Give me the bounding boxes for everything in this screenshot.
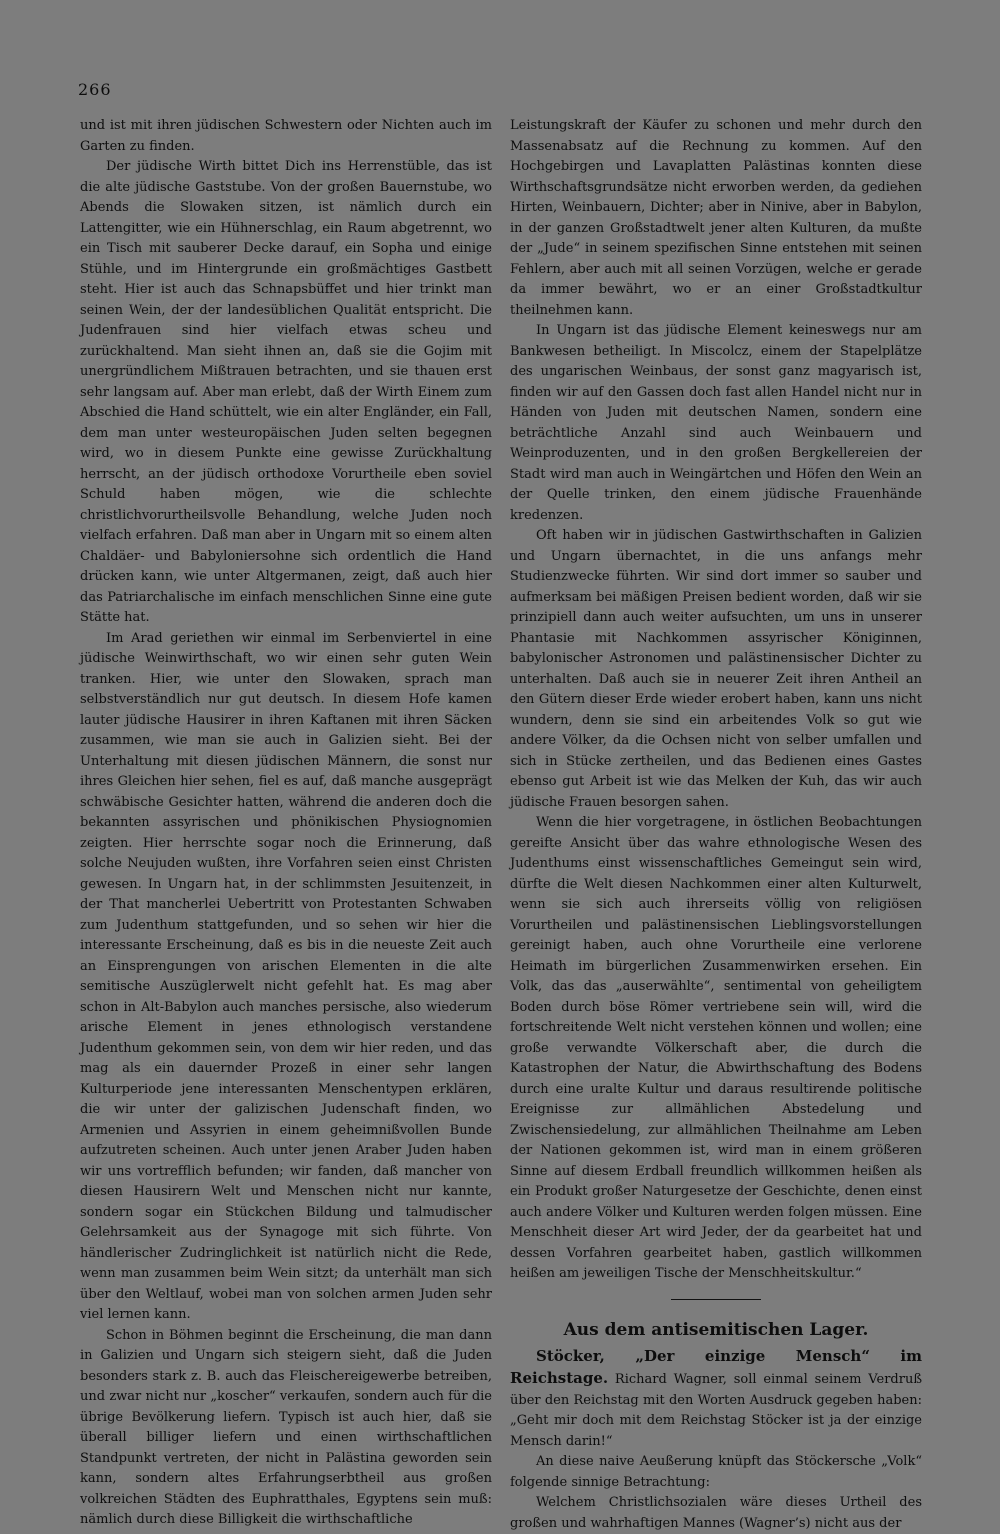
paragraph: und ist mit ihren jüdischen Schwestern oder Nichten auch im Garten zu finden. — [80, 118, 492, 154]
paragraph: Oft haben wir in jüdischen Gastwirthschaften in Galizien und Ungarn übernachtet, in die uns anfangs mehr Studienzwecke führten. Wir sind dort immer so sauber und aufmerksam bei mäßigen Preisen bedient worden, daß wir sie prinzipiell dann auch weiter aufsuchten, um uns in unserer Phantasie mit Nachkommen assyrischer Königinnen, babylonischer Astronomen und palästinensischer Dichter zu unterhalten. Daß auch sie in neuerer Zeit ihren Antheil an den Gütern dieser Erde wieder erobert haben, kann uns nicht wundern, denn sie sind ein arbeitendes Volk so gut wie andere Völker, da die Ochsen nicht von selber umfallen und sich in Stücke zertheilen, und das Bedienen eines Gastes ebenso gut Arbeit ist wie das Melken der Kuh, das wir auch jüdische Frauen besorgen sahen. — [510, 528, 922, 810]
paragraph: Der jüdische Wirth bittet Dich ins Herrenstüble, das ist die alte jüdische Gaststube. Von der großen Bauernstube, wo Abends die Slowaken sitzen, ist nämlich durch ein Lattengitter, wie ein Hühnerschlag, ein Raum abgetrennt, wo ein Tisch mit sauberer Decke darauf, ein Sopha und einige Stühle, und im Hintergrunde ein großmächtiges Gastbett steht. Hier ist auch das Schnapsbüffet und hier trinkt man seinen Wein, der der landesüblichen Qualität entspricht. Die Judenfrauen sind hier vielfach etwas scheu und zurückhaltend. Man sieht ihnen an, daß sie die Gojim mit unergründlichem Mißtrauen betrachten, und sie thauen erst sehr langsam auf. Aber man erlebt, daß der Wirth Einem zum Abschied die Hand schüttelt, wie ein alter Engländer, ein Fall, dem man unter westeuropäischen Juden selten begegnen wird, wo in diesem Punkte eine gewisse Zurückhaltung herrscht, an der jüdisch orthodoxe Vorurtheile eben soviel Schuld haben mögen, wie die schlechte christlichvorurtheilsvolle Behandlung, welche Juden noch vielfach erfahren. Daß man aber in Ungarn mit so einem alten Chaldäer- und Babyloniersohne sich ordentlich die Hand drücken kann, wie unter Altgermanen, zeigt, daß auch hier das Patriarchalische im einfach menschlichen Sinne eine gute Stätte hat. — [80, 159, 492, 625]
right-column — [510, 116, 922, 1534]
paragraph: Schon in Böhmen beginnt die Erscheinung, die man dann in Galizien und Ungarn sich steigern sieht, daß die Juden besonders stark z. B. auch das Fleischereigewerbe betreiben, und zwar nicht nur „koscher“ verkaufen, sondern auch für die übrige Bevölkerung liefern. Typisch ist auch hier, daß sie überall billiger liefern und einen wirthschaftlichen Standpunkt vertreten, der nicht in Palästina geworden sein kann, sondern altes Erfahrungserbtheil aus großen volkreichen Städten des Euphratthales, Egyptens sein muß: nämlich durch diese Billigkeit die wirthschaftliche — [80, 1327, 492, 1527]
section-heading: Aus dem antisemitischen Lager. — [563, 1319, 869, 1340]
paragraph: In Ungarn ist das jüdische Element keineswegs nur am Bankwesen betheiligt. In Miscolcz, einem der Stapelplätze des ungarischen Weinbaus, der sonst ganz magyarisch ist, finden wir auf den Gassen doch fast allen Handel nicht nur in Händen von Juden mit deutschen Namen, sondern eine beträchtliche Anzahl sind auch Weinbauern und Weinproduzenten, und in den großen Bergkellereien der Stadt wird man auch in Weingärtchen und Höfen den Wein an der Quelle trinken, den einem jüdische Frauenhände kredenzen. — [510, 323, 922, 523]
left-column — [80, 116, 492, 1531]
paragraph: Im Arad geriethen wir einmal im Serbenviertel in eine jüdische Weinwirthschaft, wo wir einen sehr guten Wein tranken. Hier, wie unter den Slowaken, sprach man selbstverständlich nur gut deutsch. In diesem Hofe kamen lauter jüdische Hausirer in ihren Kaftanen mit ihren Säcken zusammen, wie man sie auch in Galizien sieht. Bei der Unterhaltung mit diesen jüdischen Männern, die sonst nur ihres Gleichen hier sehen, fiel es auf, daß manche ausgeprägt schwäbische Gesichter hatten, während die anderen doch die bekannten assyrischen und phönikischen Physiognomien zeigten. Hier herrschte sogar noch die Erinnerung, daß solche Neujuden wußten, ihre Vorfahren seien einst Christen gewesen. In Ungarn hat, in der schlimmsten Jesuitenzeit, in der That mancherlei Uebertritt von Protestanten Schwaben zum Judenthum stattgefunden, und so sehen wir hier die interessante Erscheinung, daß es bis in die neueste Zeit auch an Einsprengungen von arischen Elementen in die alte semitische Auszüglerwelt nicht gefehlt hat. Es mag aber schon in Alt-Babylon auch manches persische, also wiederum arische Element in jenes ethnologisch verstandene Judenthum gekommen sein, von dem wir hier reden, und das mag als ein dauernder Prozeß in einer sehr langen Kulturperiode jene interessanten Menschentypen erklären, die wir unter der galizischen Judenschaft finden, wo Armenien und Assyrien in einem geheimnißvollen Bunde aufzutreten scheinen. Auch unter jenen Araber Juden haben wir uns vortrefflich befunden; wir fanden, daß mancher von diesen Hausirern Welt und Menschen nicht nur kannte, sondern sogar ein Stückchen Bildung und talmudischer Gelehrsamkeit aus der Synagoge mit sich führte. Von händlerischer Zudringlichkeit ist natürlich nicht die Rede, wenn man zusammen beim Wein sitzt; da unterhält man sich über den Weltlauf, wobei man von solchen armen Juden sehr viel lernen kann. — [80, 630, 492, 1322]
article-title: Stöcker, „Der einzige Mensch“ im Reichstage. — [510, 1346, 922, 1387]
paragraph: An diese naive Aeußerung knüpft das Stöckersche „Volk“ folgende sinnige Betrachtung: — [510, 1454, 922, 1490]
paragraph: Leistungskraft der Käufer zu schonen und mehr durch den Massenabsatz auf die Rechnung zu kommen. Auf den Hochgebirgen und Lavaplatten Palästinas konnten diese Wirthschaftsgrundsätze nicht erworben werden, da gediehen Hirten, Weinbauern, Dichter; aber in Ninive, aber in Babylon, in der ganzen Großstadtwelt jener alten Kulturen, da mußte der „Jude“ in seinem spezifischen Sinne entstehen mit seinen Fehlern, aber auch mit all seinen Vorzügen, welche er gerade da immer bewährt, wo er an einer Großstadtkultur theilnehmen kann. — [510, 118, 922, 318]
lead-text: Richard Wagner, soll einmal seinem Verdruß über den Reichstag mit den Worten Ausdruck gegeben haben: „Geht mir doch mit dem Reichstag Stöcker ist ja der einzige Mensch darin!“ — [510, 1372, 922, 1449]
lead-paragraph — [510, 1346, 922, 1453]
paragraph: Wenn die hier vorgetragene, in östlichen Beobachtungen gereifte Ansicht über das wahre ethnologische Wesen des Judenthums einst wissenschaftliches Gemeingut sein wird, dürfte die Welt diesen Nachkommen einer alten Kulturwelt, wenn sie sich auch ihrerseits völlig von religiösen Vorurtheilen und palästinensischen Lieblingsvorstellungen gereinigt haben, auch ohne Vorurtheile eine verlorene Heimath im bürgerlichen Zusammenwirken ersehen. Ein Volk, das das „auserwählte“, sentimental von geheiligtem Boden durch böse Römer vertriebene sein will, wird die fortschreitende Welt nicht verstehen können und wollen; eine große verwandte Völkerschaft aber, die durch die Katastrophen der Natur, die Abwirthschaftung des Bodens durch eine uralte Kultur und daraus resultirende politische Ereignisse zur allmählichen Abstedelung und Zwischensiedelung, zur allmählichen Theilnahme am Leben der Nationen gekommen ist, wird man in einem größeren Sinne auf diesem Erdball freundlich willkommen heißen als ein Produkt großer Naturgesetze der Geschichte, denen einst auch andere Völker und Kulturen werden folgen müssen. Eine Menschheit dieser Art wird Jeder, der da gearbeitet hat und dessen Vorfahren gearbeitet haben, gastlich willkommen heißen am jeweiligen Tische der Menschheitskultur.“ — [510, 815, 922, 1281]
paragraph: Welchem Christlichsozialen wäre dieses Urtheil des großen und wahrhaftigen Mannes (Wagner’s) nicht aus der — [510, 1495, 922, 1531]
page-number: 266 — [78, 80, 112, 99]
section-divider — [671, 1299, 761, 1300]
